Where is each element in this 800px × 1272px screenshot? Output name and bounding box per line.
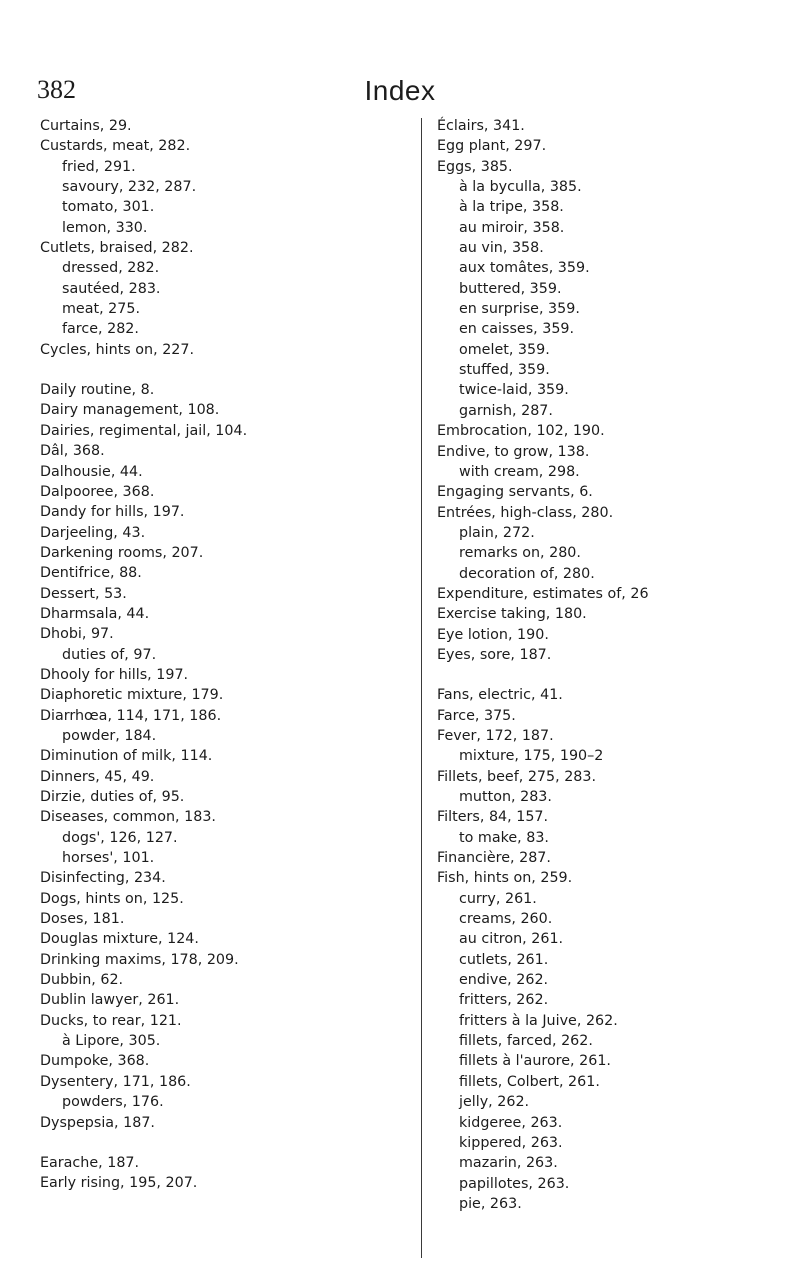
- index-subentry: papillotes, 263.: [459, 1175, 570, 1192]
- index-entry: Farce, 375.: [437, 707, 516, 724]
- index-subentry: duties of, 97.: [62, 646, 157, 663]
- index-subentry: mutton, 283.: [459, 789, 552, 805]
- index-subentry: savoury, 232, 287.: [62, 179, 197, 196]
- index-subentry: to make, 83.: [459, 829, 549, 846]
- index-subentry: endive, 262.: [459, 972, 549, 989]
- index-subentry: jelly, 262.: [459, 1094, 530, 1111]
- index-subentry: pie, 263.: [459, 1195, 522, 1212]
- index-entry: Dharmsala, 44.: [40, 605, 150, 622]
- index-subentry: farce, 282.: [62, 321, 139, 338]
- index-subentry: creams, 260.: [459, 911, 553, 928]
- index-entry: Dalpooree, 368.: [40, 483, 155, 500]
- index-entry: Dâl, 368.: [40, 443, 105, 460]
- index-entry: Entrées, high-class, 280.: [437, 504, 614, 521]
- index-subentry: buttered, 359.: [459, 280, 562, 297]
- index-entry: Exercise taking, 180.: [437, 606, 587, 623]
- index-subentry: cutlets, 261.: [459, 951, 549, 968]
- index-entry: Filters, 84, 157.: [437, 809, 549, 826]
- index-subentry: dressed, 282.: [62, 260, 160, 277]
- index-entry: Cutlets, braised, 282.: [40, 240, 194, 257]
- index-entry: Dhooly for hills, 197.: [40, 666, 189, 683]
- index-subentry: with cream, 298.: [459, 463, 580, 480]
- index-entry: Dalhousie, 44.: [40, 463, 143, 480]
- index-subentry: fillets à l'aurore, 261.: [459, 1053, 611, 1070]
- index-entry: Dogs, hints on, 125.: [40, 890, 184, 907]
- index-entry: Curtains, 29.: [40, 118, 132, 134]
- index-subentry: twice-laid, 359.: [459, 382, 569, 399]
- index-entry: Custards, meat, 282.: [40, 138, 191, 155]
- index-entry: Egg plant, 297.: [437, 138, 547, 155]
- index-entry: Dhobi, 97.: [40, 626, 114, 643]
- index-entry: Fans, electric, 41.: [437, 687, 563, 704]
- index-subentry: en caisses, 359.: [459, 321, 575, 338]
- index-subentry: decoration of, 280.: [459, 565, 595, 582]
- index-subentry: powders, 176.: [62, 1094, 164, 1111]
- page-title: Index: [364, 75, 436, 106]
- index-subentry: à Lipore, 305.: [62, 1033, 161, 1050]
- index-entry: Endive, to grow, 138.: [437, 443, 590, 460]
- index-entry: Expenditure, estimates of, 26: [437, 585, 649, 602]
- index-entry: Doses, 181.: [40, 911, 125, 928]
- index-subentry: dogs', 126, 127.: [62, 829, 178, 846]
- index-subentry: fried, 291.: [62, 158, 136, 175]
- index-subentry: fillets, Colbert, 261.: [459, 1073, 600, 1090]
- index-entry: Disinfecting, 234.: [40, 870, 166, 887]
- index-subentry: au miroir, 358.: [459, 219, 565, 236]
- index-subentry: powder, 184.: [62, 727, 157, 744]
- index-column-right: [437, 116, 792, 1214]
- index-subentry: curry, 261.: [459, 890, 537, 907]
- index-entry: Éclairs, 341.: [437, 118, 525, 134]
- index-entry: Dubbin, 62.: [40, 972, 124, 989]
- index-subentry: meat, 275.: [62, 301, 141, 318]
- index-subentry: aux tomâtes, 359.: [459, 260, 590, 277]
- index-subentry: fritters, 262.: [459, 992, 549, 1009]
- index-entry: Drinking maxims, 178, 209.: [40, 951, 239, 968]
- index-column-left: [40, 116, 385, 1194]
- index-subentry: tomato, 301.: [62, 199, 155, 216]
- index-subentry: mazarin, 263.: [459, 1155, 558, 1172]
- index-subentry: fritters à la Juive, 262.: [459, 1012, 618, 1029]
- index-entry: Ducks, to rear, 121.: [40, 1012, 182, 1029]
- index-subentry: kippered, 263.: [459, 1134, 563, 1151]
- index-subentry: remarks on, 280.: [459, 545, 581, 562]
- index-subentry: plain, 272.: [459, 524, 535, 541]
- index-entry: Eye lotion, 190.: [437, 626, 549, 643]
- index-entry: Dairies, regimental, jail, 104.: [40, 422, 248, 439]
- index-entry: Dinners, 45, 49.: [40, 768, 155, 785]
- index-entry: Fish, hints on, 259.: [437, 870, 573, 887]
- index-entry: Embrocation, 102, 190.: [437, 423, 605, 440]
- index-entry: Daily routine, 8.: [40, 382, 155, 399]
- index-subentry: garnish, 287.: [459, 402, 553, 419]
- index-entry: Early rising, 195, 207.: [40, 1175, 198, 1192]
- index-entry: Dairy management, 108.: [40, 402, 220, 419]
- index-entry: Dirzie, duties of, 95.: [40, 789, 185, 805]
- index-subentry: fillets, farced, 262.: [459, 1033, 593, 1050]
- column-divider: [421, 118, 422, 1258]
- index-entry: Dentifrice, 88.: [40, 565, 142, 582]
- index-entry: Dandy for hills, 197.: [40, 504, 185, 521]
- index-entry: Dumpoke, 368.: [40, 1053, 150, 1070]
- index-entry: Dublin lawyer, 261.: [40, 992, 180, 1009]
- index-entry: Darkening rooms, 207.: [40, 544, 204, 561]
- index-subentry: horses', 101.: [62, 850, 155, 867]
- index-entry: Darjeeling, 43.: [40, 524, 146, 541]
- index-entry: Fillets, beef, 275, 283.: [437, 768, 597, 785]
- index-entry: Cycles, hints on, 227.: [40, 341, 195, 358]
- index-subentry: à la tripe, 358.: [459, 199, 564, 216]
- page-number: 382: [37, 75, 76, 104]
- index-entry: Douglas mixture, 124.: [40, 931, 199, 948]
- index-entry: Diseases, common, 183.: [40, 809, 216, 826]
- index-subentry: au vin, 358.: [459, 240, 544, 257]
- index-entry: Diaphoretic mixture, 179.: [40, 687, 224, 704]
- index-entry: Dysentery, 171, 186.: [40, 1073, 191, 1090]
- index-entry: Earache, 187.: [40, 1154, 140, 1171]
- index-subentry: en surprise, 359.: [459, 301, 580, 318]
- index-subentry: à la byculla, 385.: [459, 179, 582, 196]
- index-entry: Financière, 287.: [437, 850, 551, 867]
- index-entry: Eggs, 385.: [437, 158, 513, 175]
- index-subentry: omelet, 359.: [459, 341, 550, 358]
- index-entry: Eyes, sore, 187.: [437, 646, 552, 663]
- index-entry: Diminution of milk, 114.: [40, 748, 213, 765]
- index-subentry: lemon, 330.: [62, 219, 148, 236]
- index-entry: Dessert, 53.: [40, 585, 127, 602]
- index-subentry: stuffed, 359.: [459, 362, 550, 379]
- index-subentry: sautéed, 283.: [62, 280, 161, 297]
- index-subentry: mixture, 175, 190–2: [459, 748, 604, 765]
- index-subentry: kidgeree, 263.: [459, 1114, 563, 1131]
- index-entry: Fever, 172, 187.: [437, 727, 554, 744]
- index-subentry: au citron, 261.: [459, 931, 564, 948]
- index-entry: Engaging servants, 6.: [437, 484, 593, 501]
- index-entry: Dyspepsia, 187.: [40, 1114, 155, 1131]
- index-entry: Diarrhœa, 114, 171, 186.: [40, 707, 222, 724]
